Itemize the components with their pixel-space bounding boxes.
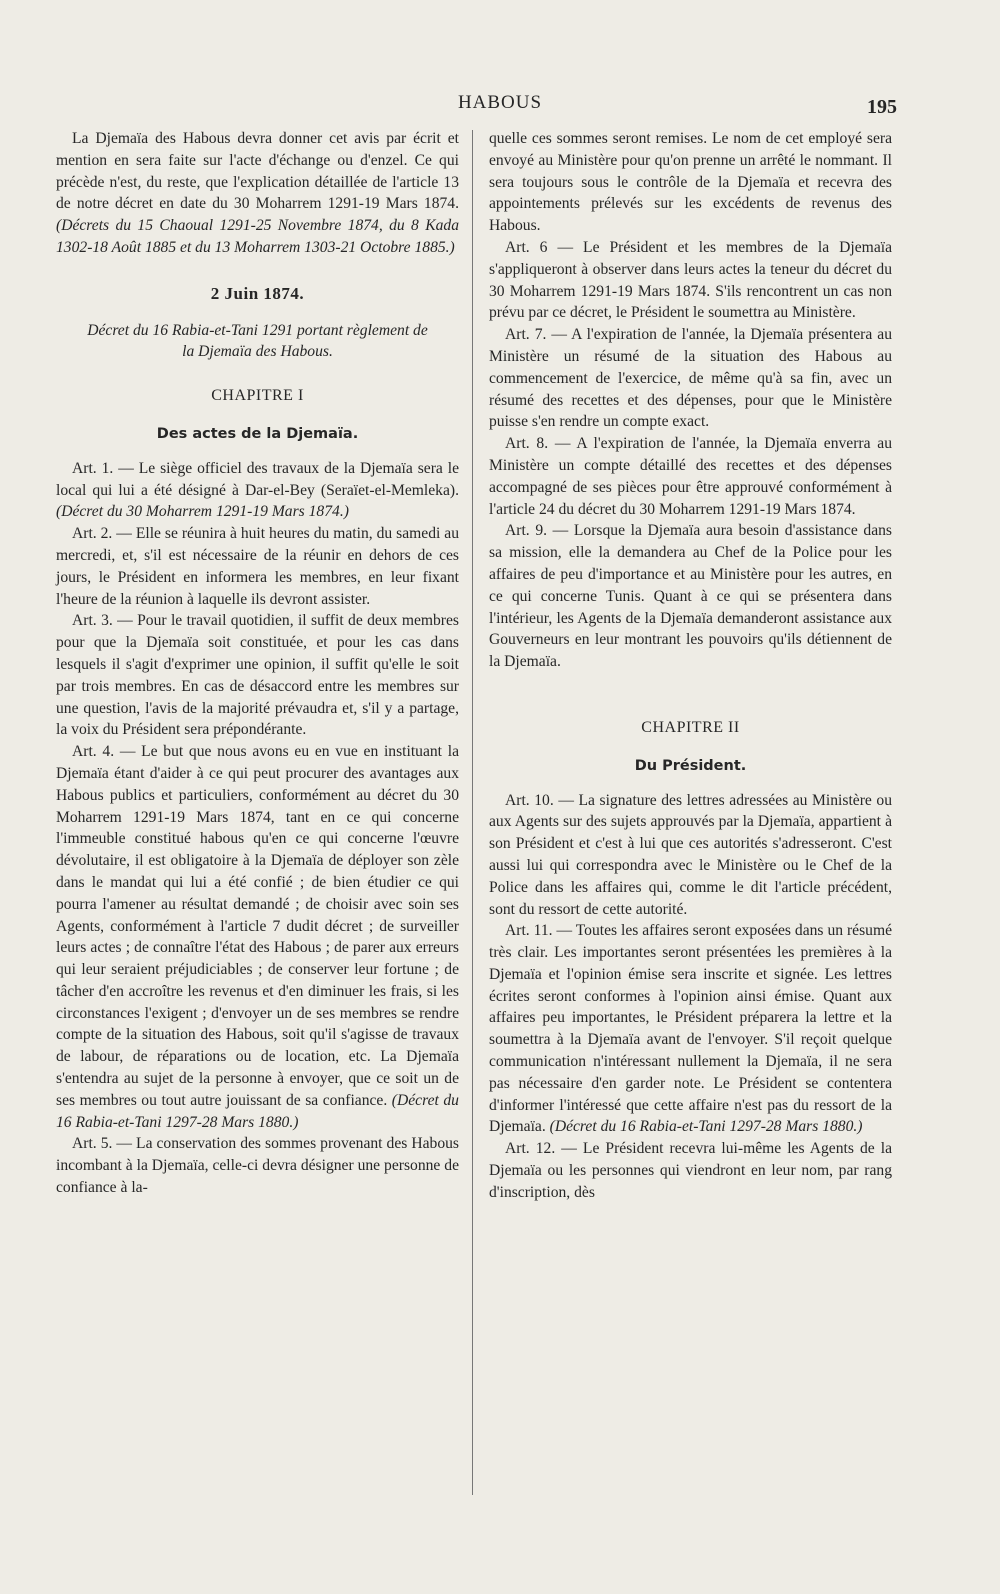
article-10: Art. 10. — La signature des lettres adressées au Ministère ou aux Agents sur des sujets approuvés par la Djemaïa, appartient à son Président et c'est à lui que ces autorités s'adresseront. C'est aussi lui qui correspondra avec le Ministère ou le Chef de la Police dans les affaires qui, comme le dit l'article précédent, sont du ressort de cette autorité. [489, 791, 892, 918]
article-text: Art. 4. — Le but que nous avons eu en vue en instituant la Djemaïa étant d'aider à ce qui peut procurer des avantages aux Habous publics et particuliers, conformément au décret du 30 Moharrem 1291-19 Mars 1874, tant en ce qui concerne l'immeuble constitué habous qu'en ce qui concerne l'œuvre dévolutaire, il est obligatoire à la Djemaïa de déployer son zèle dans le mandat qui lui a été confié ; de bien étudier ce qui pourra l'amener au résultat demandé ; de choisir avec soin ses Agents, conformément à l'article 7 dudit décret ; de surveiller leurs actes ; de connaître l'état des Habous ; de parer aux erreurs qui leur seraient préjudiciables ; de conserver leur fortune ; de tâcher d'en accroître les revenus et d'en diminuer les frais, si les circonstances l'exigent ; d'envoyer un de ses membres se rendre compte de la situation des Habous, soit qu'il s'agisse de travaux de labour, de réparations ou de location, etc. La Djemaïa s'entendra au sujet de la personne à envoyer, que ce soit un de ses membres ou tout autre jouissant de sa confiance. [56, 743, 459, 1109]
article-text: Art. 11. — Toutes les affaires seront exposées dans un résumé très clair. Les importantes seront présentées les premières à la Djemaïa et l'opinion émise sera inscrite et signée. Les lettres écrites seront conformes à l'opinion ainsi émise. Quant aux affaires peu importantes, le Président préparera la lettre et la soumettra à la Djemaïa avant de l'envoyer. S'il reçoit quelque communication n'intéressant nullement la Djemaïa, il ne sera pas nécessaire d'en garder note. Le Président se contentera d'informer l'intéressé que cette affaire n'est pas du ressort de la Djemaïa. [489, 922, 892, 1136]
running-title: HABOUS [457, 92, 543, 113]
article-5-continued: quelle ces sommes seront remises. Le nom de cet employé sera envoyé au Ministère pour qu'on prenne un arrêté le nommant. Il sera toujours sous le contrôle de la Djemaïa et recevra des appointements prélevés sur les excédents de revenus des Habous. [489, 130, 892, 235]
article-text: Art. 1. — Le siège officiel des travaux de la Djemaïa sera le local qui lui a été désigné à Dar-el-Bey (Seraïet-el-Memleka). [56, 459, 459, 499]
decree-title: Décret du 16 Rabia-et-Tani 1291 portant règlement de la Djemaïa des Habous. [87, 321, 428, 361]
article-4 [56, 741, 459, 1133]
citation: (Décret du 30 Moharrem 1291-19 Mars 1874.) [56, 503, 349, 521]
article-3: Art. 3. — Pour le travail quotidien, il suffit de deux membres pour que la Djemaïa soit constituée, et pour les cas dans lesquels il s'agit d'exprimer une opinion, il suffit qu'elle le soit par trois membres. En cas de désaccord entre les membres sur une question, l'avis de la majorité prévaudra et, s'il y a partage, la voix du Président sera prépondérante. [56, 612, 459, 739]
article-9: Art. 9. — Lorsque la Djemaïa aura besoin d'assistance dans sa mission, elle la demandera au Chef de la Police pour les affaires de peu d'importance et au Ministère pour les autres, en ce qui concerne Tunis. Quant à ce qui se présentera dans l'intérieur, les Agents de la Djemaïa demanderont assistance aux Gouverneurs en leur montrant les pouvoirs qu'ils détiennent de la Djemaïa. [489, 522, 892, 671]
article-8: Art. 8. — A l'expiration de l'année, la Djemaïa enverra au Ministère un compte détaillé des recettes et des dépenses accompagné de ses pièces pour être approuvé conformément à l'article 24 du décret du 30 Moharrem 1291-19 Mars 1874. [489, 435, 892, 518]
citation: (Décret du 16 Rabia-et-Tani 1297-28 Mars 1880.) [56, 1091, 459, 1131]
article-1 [56, 458, 459, 523]
paragraph-text: La Djemaïa des Habous devra donner cet avis par écrit et mention en sera faite sur l'acte d'échange ou d'enzel. Ce qui précède n'est, du reste, que l'explication détaillée de l'article 13 de notre décret en date du 30 Moharrem 1291-19 Mars 1874. [56, 130, 459, 213]
article-7: Art. 7. — A l'expiration de l'année, la Djemaïa présentera au Ministère un résumé de la situation des Habous au commencement de l'exercice, de même qu'à sa fin, avec un résumé des recettes et des dépenses, pour que le Ministère puisse s'en rendre un compte exact. [489, 326, 892, 431]
spacer [489, 673, 892, 701]
right-column [489, 128, 892, 1204]
column-divider [472, 130, 473, 1495]
article-2: Art. 2. — Elle se réunira à huit heures du matin, du samedi au mercredi, et, s'il est nécessaire de la réunir en dehors de ces jours, le Président en informera les membres, en leur fixant l'heure de la réunion à laquelle ils devront assister. [56, 525, 459, 608]
chapter-heading: CHAPITRE I [211, 387, 304, 405]
decree-date: 2 Juin 1874. [210, 283, 305, 303]
article-12: Art. 12. — Le Président recevra lui-même les Agents de la Djemaïa ou les personnes qui viendront en leur nom, par rang d'inscription, dès [489, 1140, 892, 1201]
article-5: Art. 5. — La conservation des sommes provenant des Habous incombant à la Djemaïa, celle-ci devra désigner une personne de confiance à la- [56, 1135, 459, 1197]
paragraph-intro [56, 128, 459, 259]
article-11 [489, 920, 892, 1138]
citation: (Décret du 16 Rabia-et-Tani 1297-28 Mars 1880.) [549, 1118, 863, 1136]
citation: (Décrets du 15 Chaoual 1291-25 Novembre 1874, du 8 Kada 1302-18 Août 1885 et du 13 Moharrem 1303-21 Octobre 1885.) [56, 217, 459, 256]
chapter-heading: CHAPITRE II [641, 718, 740, 736]
left-column [56, 128, 459, 1199]
section-heading: Des actes de la Djemaïa. [156, 425, 359, 442]
page-number: 195 [867, 96, 897, 118]
section-heading: Du Président. [634, 757, 747, 774]
article-6: Art. 6 — Le Président et les membres de la Djemaïa s'appliqueront à observer dans leurs actes la teneur du décret du 30 Moharrem 1291-19 Mars 1874. S'ils rencontrent un cas non prévu par ce décret, le Président le soumettra au Ministère. [489, 238, 892, 322]
